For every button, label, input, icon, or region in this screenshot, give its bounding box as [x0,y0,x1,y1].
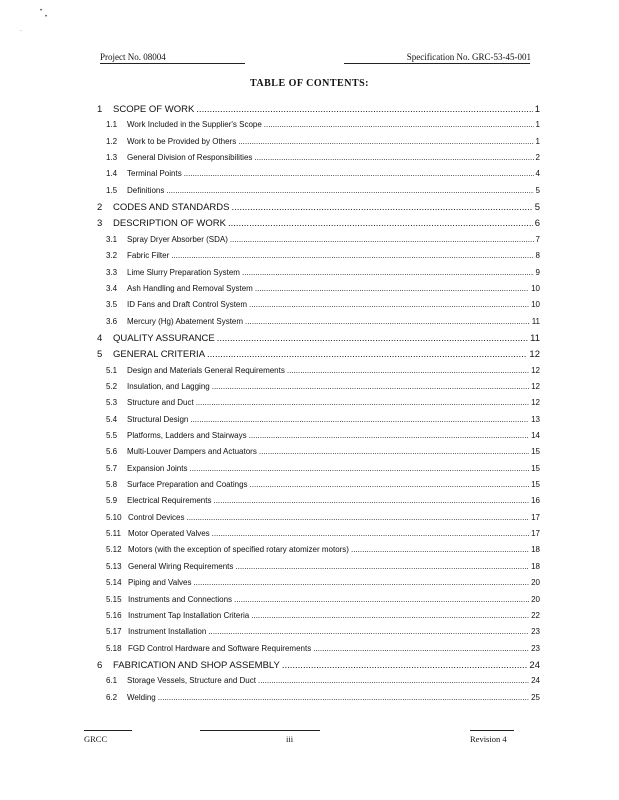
toc-entry-label: Fabric Filter [127,251,170,261]
toc-entry-label: Definitions [127,185,165,195]
toc-entry-number: 5.18 [106,643,122,653]
toc-entry-number: 5.3 [106,398,118,408]
toc-entry-page: 1 [534,104,540,115]
toc-entry-number: 5 [97,349,103,361]
header-project-number: Project No. 08004 [100,52,166,62]
toc-leader-dots [250,480,530,489]
toc-leader-dots [264,120,534,129]
toc-leader-dots [249,300,529,309]
toc-leader-dots [208,627,529,636]
scan-speck-icon: • [45,14,48,20]
toc-entry-label: Expansion Joints [127,463,188,473]
toc-entry [106,382,540,391]
toc-entry-number: 5.15 [106,594,122,604]
toc-entry-number: 3.2 [106,251,118,261]
toc-entry-number: 5.2 [106,381,118,391]
toc-entry [106,415,540,424]
toc-entry-number: 3.1 [106,234,118,244]
toc-entry-page: 17 [531,529,540,539]
toc-entry [106,529,540,538]
toc-leader-dots [193,578,529,587]
toc-leader-dots [196,398,529,407]
toc-entry [106,513,540,522]
toc-leader-dots [190,415,529,424]
toc-entry-page: 24 [529,659,540,671]
toc-entry-page: 12 [529,349,540,361]
toc-entry-number: 1.3 [106,153,118,163]
toc-leader-dots [245,317,530,326]
toc-entry-page: 12 [531,381,540,391]
toc-entry [97,349,540,360]
toc-entry-label: ID Fans and Draft Control System [127,300,248,310]
toc-entry [106,366,540,375]
toc-entry-number: 5.1 [106,365,118,375]
toc-entry [106,251,540,260]
toc-entry [106,137,540,146]
toc-entry [106,169,540,178]
toc-entry-page: 11 [531,316,540,326]
toc-entry-page: 8 [535,251,540,261]
toc-entry-label: Structural Design [127,414,189,424]
toc-entry-label: CODES AND STANDARDS [113,202,230,214]
toc-entry-page: 15 [531,447,540,457]
toc-entry-number: 6.2 [106,692,118,702]
toc-entry-page: 20 [531,594,540,604]
toc-entry-page: 25 [531,692,540,702]
toc-entry-label: Spray Dryer Absorber (SDA) [127,234,228,244]
toc-entry-page: 1 [535,120,540,130]
toc-entry-label: Lime Slurry Preparation System [127,267,240,277]
toc-entry [106,676,540,685]
toc-entry-label: Terminal Points [127,169,182,179]
toc-entry-page: 12 [531,365,540,375]
toc-entry [106,120,540,129]
toc-entry-label: Instrument Tap Installation Criteria [128,610,250,620]
toc-entry-label: Work Included in the Supplier's Scope [127,120,262,130]
toc-entry-page: 13 [531,414,540,424]
toc-leader-dots [242,268,534,277]
header-specification-number: Specification No. GRC-53-45-001 [406,52,531,62]
toc-entry-page: 5 [535,185,540,195]
toc-leader-dots [313,644,529,653]
toc-leader-dots [249,431,529,440]
toc-entry-number: 1.2 [106,136,118,146]
toc-entry-page: 23 [531,627,540,637]
toc-entry [106,693,540,702]
toc-leader-dots [258,676,529,685]
footer-organization: GRCC [84,734,108,744]
scan-speck-icon: · [20,28,22,34]
toc-entry-number: 3.6 [106,316,118,326]
toc-entry [106,644,540,653]
toc-entry-number: 2 [97,202,103,214]
toc-entry-number: 1.5 [106,185,118,195]
toc-entry-page: 23 [531,643,540,653]
toc-leader-dots [255,284,529,293]
toc-entry-number: 3.5 [106,300,118,310]
toc-entry-label: Platforms, Ladders and Stairways [127,431,247,440]
toc-entry-label: FABRICATION AND SHOP ASSEMBLY [113,659,280,671]
toc-entry-label: Welding [127,692,156,702]
toc-entry-page: 11 [530,332,540,344]
toc-entry [106,317,540,326]
toc-entry-number: 1 [97,104,103,115]
toc-entry [97,104,540,115]
toc-entry [106,431,540,440]
toc-entry-number: 3.3 [106,267,118,277]
toc-entry-page: 24 [531,676,540,686]
toc-entry-page: 22 [531,610,540,620]
toc-entry-number: 5.16 [106,610,122,620]
toc-entry-page: 9 [535,267,540,277]
toc-leader-dots [166,186,533,195]
footer-revision: Revision 4 [470,734,507,744]
toc-entry-number: 6.1 [106,676,118,686]
toc-entry-number: 5.9 [106,496,118,506]
toc-entry-label: SCOPE OF WORK [113,104,195,115]
toc-entry-number: 5.5 [106,431,118,440]
footer-rule [470,730,514,731]
toc-entry-number: 5.7 [106,463,118,473]
toc-entry-page: 14 [531,431,540,440]
toc-entry [106,153,540,162]
toc-leader-dots [171,251,533,260]
page-title: TABLE OF CONTENTS: [249,78,370,89]
toc-entry [97,218,540,229]
toc-entry-page: 7 [535,234,540,244]
toc-leader-dots [184,169,534,178]
toc-leader-dots [259,447,529,456]
toc-entry-label: GENERAL CRITERIA [113,349,206,361]
footer-rule [84,730,132,731]
toc-entry [97,333,540,344]
toc-entry-label: Mercury (Hg) Abatement System [127,316,244,326]
toc-leader-dots [212,529,529,538]
toc-leader-dots [287,366,529,375]
toc-entry-label: Instrument Installation [128,627,207,637]
toc-entry [106,284,540,293]
toc-entry-label: FGD Control Hardware and Software Requirements [128,643,312,653]
toc-entry-page: 6 [534,218,540,230]
toc-entry-page: 5 [534,202,540,214]
toc-entry-number: 5.13 [106,561,122,571]
toc-entry-label: General Division of Responsibilities [127,153,253,163]
toc-entry-label: Structure and Duct [127,398,194,408]
toc-entry-number: 5.8 [106,480,118,490]
toc-leader-dots [231,202,532,213]
toc-entry [106,545,540,554]
toc-leader-dots [254,153,533,162]
toc-leader-dots [230,235,534,244]
toc-entry-page: 2 [535,153,540,163]
toc-entry-number: 5.11 [106,529,121,539]
toc-entry-label: Storage Vessels, Structure and Duct [127,676,256,686]
toc-entry [106,480,540,489]
toc-entry-label: General Wiring Requirements [128,561,234,571]
toc-entry-page: 16 [531,496,540,506]
toc-leader-dots [213,496,529,505]
toc-leader-dots [234,595,529,604]
toc-entry-page: 1 [535,136,540,146]
toc-leader-dots [186,513,529,522]
toc-leader-dots [351,545,529,554]
toc-leader-dots [251,611,529,620]
toc-entry-page: 15 [531,463,540,473]
toc-entry-label: Electrical Requirements [127,496,212,506]
toc-entry-label: Control Devices [128,512,185,522]
toc-entry [106,186,540,195]
toc-entry-page: 20 [531,578,540,588]
toc-entry-number: 5.6 [106,447,118,457]
toc-entry [106,578,540,587]
toc-leader-dots [189,464,529,473]
toc-entry-number: 3 [97,218,103,230]
toc-leader-dots [235,562,529,571]
toc-entry [106,627,540,636]
toc-leader-dots [196,104,532,115]
toc-entry-number: 1.4 [106,169,118,179]
toc-entry-label: Multi-Louver Dampers and Actuators [127,447,257,457]
toc-entry-page: 18 [531,561,540,571]
toc-entry [106,300,540,309]
toc-entry-number: 5.10 [106,512,122,522]
toc-entry-label: QUALITY ASSURANCE [113,332,215,344]
toc-entry-number: 5.17 [106,627,122,637]
toc-entry [106,496,540,505]
toc-entry-page: 12 [531,398,540,408]
toc-leader-dots [282,660,528,671]
toc-entry-label: Design and Materials General Requirements [127,365,285,375]
toc-entry-label: Motor Operated Valves [128,529,210,539]
toc-entry-number: 1.1 [106,120,118,130]
toc-entry [106,447,540,456]
toc-entry [106,611,540,620]
toc-entry-number: 5.12 [106,545,122,555]
toc-leader-dots [238,137,533,146]
toc-entry-page: 17 [531,512,540,522]
toc-entry-label: Insulation, and Lagging [127,381,210,391]
toc-entry-number: 4 [97,332,103,344]
footer-page-number: iii [286,734,294,744]
toc-entry [106,595,540,604]
toc-leader-dots [212,382,529,391]
toc-entry-number: 3.4 [106,283,118,293]
toc-entry [97,202,540,213]
toc-entry-label: Instruments and Connections [128,594,233,604]
toc-entry-label: Motors (with the exception of specified rotary atomizer motors) [128,545,349,555]
toc-leader-dots [207,349,527,360]
toc-entry [97,660,540,671]
toc-entry [106,235,540,244]
toc-leader-dots [217,333,528,344]
toc-entry-label: Piping and Valves [128,578,192,588]
toc-entry [106,464,540,473]
toc-entry-number: 5.14 [106,578,122,588]
toc-entry-page: 10 [531,300,540,310]
toc-entry [106,398,540,407]
footer-rule [200,730,320,731]
toc-entry [106,562,540,571]
toc-entry-label: Work to be Provided by Others [127,136,237,146]
toc-entry-label: Ash Handling and Removal System [127,283,253,293]
scan-speck-icon: • [40,8,43,14]
toc-entry-page: 4 [535,169,540,179]
toc-entry-page: 18 [531,545,540,555]
toc-entry-label: DESCRIPTION OF WORK [113,218,226,230]
toc-entry-number: 5.4 [106,414,118,424]
toc-entry-page: 10 [531,283,540,293]
toc-entry-label: Surface Preparation and Coatings [127,480,248,490]
toc-leader-dots [158,693,529,702]
toc-entry-page: 15 [531,480,540,490]
toc-entry [106,268,540,277]
toc-entry-number: 6 [97,659,103,671]
toc-leader-dots [228,218,533,229]
